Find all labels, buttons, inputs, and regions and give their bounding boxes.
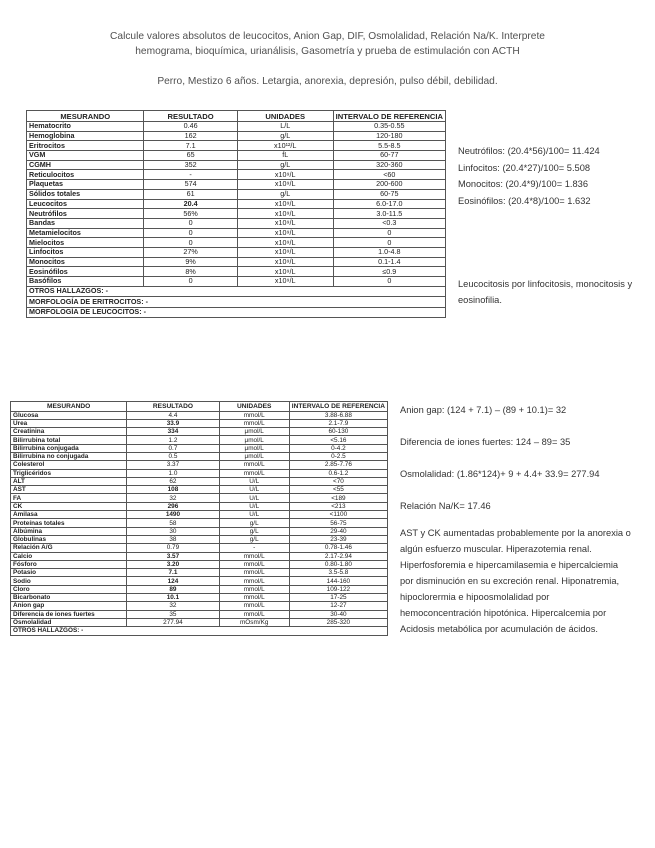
biochem-intervalo-cell: 0-4.2 xyxy=(289,444,387,452)
title-line-2: hemograma, bioquímica, urianálisis, Gasometría y prueba de estimulación con ACTH xyxy=(135,46,520,57)
biochem-unidades-cell: U/L xyxy=(219,511,289,519)
hemogram-row xyxy=(27,151,446,161)
assignment-title xyxy=(0,29,655,59)
hemogram-resultado-cell: 8% xyxy=(144,267,237,277)
biochem-resultado-cell: 58 xyxy=(127,519,219,527)
biochem-intervalo-cell: <1100 xyxy=(289,511,387,519)
biochem-mesurando-cell: Potasio xyxy=(11,569,127,577)
hemogram-resultado-cell: 162 xyxy=(144,131,237,141)
biochem-mesurando-cell: Calcio xyxy=(11,552,127,560)
biochem-row xyxy=(11,527,388,535)
hemogram-mesurando-cell: Reticulocitos xyxy=(27,170,144,180)
biochem-unidades-cell: μmol/L xyxy=(219,436,289,444)
biochem-unidades-cell: mmol/L xyxy=(219,610,289,618)
biochem-intervalo-cell: 0.6-1.2 xyxy=(289,469,387,477)
hemogram-intervalo-cell: 1.0-4.8 xyxy=(333,247,445,257)
hemogram-unidades-cell: x10⁹/L xyxy=(237,238,333,248)
biochem-mesurando-cell: Sodio xyxy=(11,577,127,585)
hemogram-mesurando-cell: Mielocitos xyxy=(27,238,144,248)
biochem-intervalo-cell: 3.5-5.8 xyxy=(289,569,387,577)
biochem-mesurando-cell: Osmolalidad xyxy=(11,618,127,626)
hemogram-intervalo-cell: 0 xyxy=(333,228,445,238)
biochem-mesurando-cell: AST xyxy=(11,486,127,494)
leukocyte-absolute-calculations xyxy=(458,143,600,209)
biochem-resultado-cell: 1.0 xyxy=(127,469,219,477)
hemogram-resultado-cell: 7.1 xyxy=(144,141,237,151)
biochem-intervalo-cell: 29-40 xyxy=(289,527,387,535)
biochem-mesurando-cell: Relación A/G xyxy=(11,544,127,552)
biochem-row xyxy=(11,519,388,527)
biochem-row xyxy=(11,511,388,519)
hemogram-row xyxy=(27,199,446,209)
biochem-intervalo-cell: 2.1-7.9 xyxy=(289,419,387,427)
hemogram-row xyxy=(27,228,446,238)
biochem-mesurando-cell: Bilirrubina no conjugada xyxy=(11,452,127,460)
header-mesurando: MESURANDO xyxy=(11,402,127,412)
biochem-mesurando-cell: Colesterol xyxy=(11,461,127,469)
biochem-unidades-cell: mmol/L xyxy=(219,577,289,585)
hemogram-intervalo-cell: <60 xyxy=(333,170,445,180)
morfologia-eritrocitos-row xyxy=(27,297,446,308)
hemogram-unidades-cell: x10⁹/L xyxy=(237,170,333,180)
hemogram-mesurando-cell: Bandas xyxy=(27,218,144,228)
biochem-resultado-cell: 62 xyxy=(127,477,219,485)
hemogram-unidades-cell: L/L xyxy=(237,122,333,132)
calc-monocitos: Monocitos: (20.4*9)/100= 1.836 xyxy=(458,179,588,189)
hemogram-resultado-cell: 574 xyxy=(144,180,237,190)
hemogram-intervalo-cell: 200-600 xyxy=(333,180,445,190)
hemogram-table xyxy=(26,110,446,318)
header-mesurando: MESURANDO xyxy=(27,111,144,122)
calc-eosinofilos: Eosinófilos: (20.4*8)/100= 1.632 xyxy=(458,195,591,206)
biochem-mesurando-cell: Bicarbonato xyxy=(11,594,127,602)
hemogram-unidades-cell: fL xyxy=(237,151,333,161)
biochem-unidades-cell: μmol/L xyxy=(219,452,289,460)
biochem-mesurando-cell: Fósforo xyxy=(11,560,127,568)
biochem-intervalo-cell: 144-160 xyxy=(289,577,387,585)
calc-anion-gap: Anion gap: (124 + 7.1) – (89 + 10.1)= 32 xyxy=(400,405,567,415)
hemogram-mesurando-cell: VGM xyxy=(27,151,144,161)
biochem-intervalo-cell: <213 xyxy=(289,502,387,510)
hemogram-mesurando-cell: Monocitos xyxy=(27,257,144,267)
hemogram-intervalo-cell: 3.0-11.5 xyxy=(333,209,445,219)
biochem-intervalo-cell: <189 xyxy=(289,494,387,502)
biochem-resultado-cell: 108 xyxy=(127,486,219,494)
biochem-row xyxy=(11,544,388,552)
biochem-otros-hallazgos-row xyxy=(11,627,388,635)
hemogram-mesurando-cell: Basófilos xyxy=(27,277,144,287)
hemogram-intervalo-cell: 60-75 xyxy=(333,189,445,199)
morfologia-eritrocitos-row-text: MORFOLOGÍA DE ERITROCITOS: - xyxy=(27,297,446,308)
hemogram-mesurando-cell: Linfocitos xyxy=(27,247,144,257)
biochem-unidades-cell: g/L xyxy=(219,527,289,535)
hemogram-row xyxy=(27,257,446,267)
biochem-row xyxy=(11,469,388,477)
biochem-resultado-cell: 10.1 xyxy=(127,594,219,602)
biochem-intervalo-cell: 0.78-1.46 xyxy=(289,544,387,552)
calc-relacion-na-k: Relación Na/K= 17.46 xyxy=(400,501,491,511)
hemogram-header-row xyxy=(27,111,446,122)
patient-description: Perro, Mestizo 6 años. Letargia, anorexia, depresión, pulso débil, debilidad. xyxy=(157,76,498,87)
hemogram-intervalo-cell: 0 xyxy=(333,277,445,287)
biochem-unidades-cell: μmol/L xyxy=(219,428,289,436)
biochem-resultado-cell: 32 xyxy=(127,602,219,610)
hemogram-row xyxy=(27,209,446,219)
header-intervalo: INTERVALO DE REFERENCIA xyxy=(333,111,445,122)
biochem-unidades-cell: U/L xyxy=(219,486,289,494)
hemogram-row xyxy=(27,247,446,257)
biochem-unidades-cell: mOsm/Kg xyxy=(219,618,289,626)
otros-hallazgos-row xyxy=(27,286,446,297)
hemogram-intervalo-cell: 320-360 xyxy=(333,160,445,170)
hemogram-row xyxy=(27,238,446,248)
biochem-row xyxy=(11,610,388,618)
hemogram-unidades-cell: x10⁹/L xyxy=(237,257,333,267)
biochem-resultado-cell: 3.57 xyxy=(127,552,219,560)
hemogram-resultado-cell: 65 xyxy=(144,151,237,161)
biochem-row xyxy=(11,486,388,494)
biochem-row xyxy=(11,569,388,577)
hemogram-resultado-cell: 0 xyxy=(144,228,237,238)
hemogram-row xyxy=(27,277,446,287)
biochem-row xyxy=(11,494,388,502)
biochem-row xyxy=(11,428,388,436)
biochem-row xyxy=(11,436,388,444)
biochem-intervalo-cell: 2.85-7.76 xyxy=(289,461,387,469)
hemogram-resultado-cell: 0 xyxy=(144,238,237,248)
hemogram-resultado-cell: 352 xyxy=(144,160,237,170)
hemogram-row xyxy=(27,141,446,151)
calc-dif: Diferencia de iones fuertes: 124 – 89= 35 xyxy=(400,437,571,447)
biochem-resultado-cell: 1490 xyxy=(127,511,219,519)
hemogram-unidades-cell: x10⁹/L xyxy=(237,277,333,287)
hemogram-intervalo-cell: 5.5-8.5 xyxy=(333,141,445,151)
biochem-unidades-cell: mmol/L xyxy=(219,419,289,427)
biochem-mesurando-cell: Cloro xyxy=(11,585,127,593)
biochem-intervalo-cell: <5.16 xyxy=(289,436,387,444)
biochem-mesurando-cell: Glucosa xyxy=(11,411,127,419)
hemogram-intervalo-cell: 0 xyxy=(333,238,445,248)
biochem-mesurando-cell: Albúmina xyxy=(11,527,127,535)
biochem-row xyxy=(11,411,388,419)
biochem-resultado-cell: 124 xyxy=(127,577,219,585)
biochem-mesurando-cell: Diferencia de iones fuertes xyxy=(11,610,127,618)
hemogram-resultado-cell: 0.46 xyxy=(144,122,237,132)
biochem-intervalo-cell: 0.80-1.80 xyxy=(289,560,387,568)
biochem-mesurando-cell: ALT xyxy=(11,477,127,485)
hemogram-mesurando-cell: CGMH xyxy=(27,160,144,170)
biochem-intervalo-cell: 3.88-6.88 xyxy=(289,411,387,419)
header-unidades: UNIDADES xyxy=(219,402,289,412)
hemogram-intervalo-cell: 6.0-17.0 xyxy=(333,199,445,209)
hemogram-resultado-cell: 0 xyxy=(144,218,237,228)
hemogram-unidades-cell: x10⁹/L xyxy=(237,228,333,238)
biochem-intervalo-cell: 285-320 xyxy=(289,618,387,626)
hemogram-mesurando-cell: Plaquetas xyxy=(27,180,144,190)
biochem-resultado-cell: 0.79 xyxy=(127,544,219,552)
hemogram-intervalo-cell: <0.3 xyxy=(333,218,445,228)
hemogram-mesurando-cell: Hematocrito xyxy=(27,122,144,132)
hemogram-row xyxy=(27,131,446,141)
biochem-row xyxy=(11,585,388,593)
biochem-resultado-cell: 0.7 xyxy=(127,444,219,452)
biochem-resultado-cell: 38 xyxy=(127,535,219,543)
biochem-unidades-cell: g/L xyxy=(219,519,289,527)
biochem-intervalo-cell: <55 xyxy=(289,486,387,494)
header-intervalo: INTERVALO DE REFERENCIA xyxy=(289,402,387,412)
biochemistry-table xyxy=(10,401,388,636)
biochem-mesurando-cell: Bilirrubina conjugada xyxy=(11,444,127,452)
header-unidades: UNIDADES xyxy=(237,111,333,122)
biochem-row xyxy=(11,594,388,602)
hemogram-unidades-cell: x10⁹/L xyxy=(237,247,333,257)
header-resultado: RESULTADO xyxy=(127,402,219,412)
hemogram-intervalo-cell: 120-180 xyxy=(333,131,445,141)
biochem-resultado-cell: 7.1 xyxy=(127,569,219,577)
hemogram-resultado-cell: 61 xyxy=(144,189,237,199)
biochem-row xyxy=(11,461,388,469)
title-line-1: Calcule valores absolutos de leucocitos, Anion Gap, DIF, Osmolalidad, Relación Na/K. Interprete xyxy=(110,31,545,42)
hemogram-unidades-cell: g/L xyxy=(237,160,333,170)
hemogram-unidades-cell: x10⁹/L xyxy=(237,218,333,228)
biochem-row xyxy=(11,477,388,485)
biochem-unidades-cell: U/L xyxy=(219,502,289,510)
morfologia-leucocitos-row-text: MORFOLOGÍA DE LEUCOCITOS: - xyxy=(27,307,446,318)
biochem-otros-hallazgos-row-text: OTROS HALLAZGOS: - xyxy=(11,627,388,635)
hemogram-mesurando-cell: Leucocitos xyxy=(27,199,144,209)
biochem-intervalo-cell: <70 xyxy=(289,477,387,485)
biochem-unidades-cell: mmol/L xyxy=(219,411,289,419)
hemogram-mesurando-cell: Hemoglobina xyxy=(27,131,144,141)
hemogram-intervalo-cell: 0.35-0.55 xyxy=(333,122,445,132)
hemogram-mesurando-cell: Sólidos totales xyxy=(27,189,144,199)
hemogram-row xyxy=(27,122,446,132)
biochem-resultado-cell: 277.94 xyxy=(127,618,219,626)
biochem-mesurando-cell: Anion gap xyxy=(11,602,127,610)
biochem-row xyxy=(11,419,388,427)
biochem-resultado-cell: 3.20 xyxy=(127,560,219,568)
hemogram-resultado-cell: 27% xyxy=(144,247,237,257)
hemogram-resultado-cell: 0 xyxy=(144,277,237,287)
biochem-intervalo-cell: 56-75 xyxy=(289,519,387,527)
hemogram-row xyxy=(27,160,446,170)
biochem-intervalo-cell: 2.17-2.94 xyxy=(289,552,387,560)
hemogram-unidades-cell: x10⁹/L xyxy=(237,267,333,277)
hemogram-interpretation: Leucocitosis por linfocitosis, monocitosis y eosinofilia. xyxy=(458,279,633,305)
biochem-row xyxy=(11,602,388,610)
biochem-mesurando-cell: Globulinas xyxy=(11,535,127,543)
biochem-header-row xyxy=(11,402,388,412)
biochem-interpretation: AST y CK aumentadas probablemente por la anorexia o algún esfuerzo muscular. Hiperazotemia renal. Hiperfosforemia e hipercamilasemia e hipercalciemia por disminución en su excreción renal. Hiponatremia, hipoclorermia e hipoosmolalidad por hemoconcentración hipotónica. Hipercalcemia por Acidosis metabólica por acumulación de ácidos. xyxy=(400,528,631,634)
hemogram-row xyxy=(27,170,446,180)
hemogram-row xyxy=(27,189,446,199)
biochem-mesurando-cell: FA xyxy=(11,494,127,502)
biochem-resultado-cell: 32 xyxy=(127,494,219,502)
hemogram-resultado-cell: 56% xyxy=(144,209,237,219)
biochem-resultado-cell: 3.37 xyxy=(127,461,219,469)
biochem-mesurando-cell: Bilirrubina total xyxy=(11,436,127,444)
biochem-resultado-cell: 4.4 xyxy=(127,411,219,419)
biochem-intervalo-cell: 109-122 xyxy=(289,585,387,593)
biochem-resultado-cell: 35 xyxy=(127,610,219,618)
calc-osmolalidad: Osmolalidad: (1.86*124)+ 9 + 4.4+ 33.9= 277.94 xyxy=(400,469,600,479)
hemogram-resultado-cell: 9% xyxy=(144,257,237,267)
biochem-mesurando-cell: Triglicéridos xyxy=(11,469,127,477)
hemogram-resultado-cell: 20.4 xyxy=(144,199,237,209)
biochem-mesurando-cell: Creatinina xyxy=(11,428,127,436)
biochem-resultado-cell: 334 xyxy=(127,428,219,436)
biochem-row xyxy=(11,577,388,585)
calc-neutrofilos: Neutrófilos: (20.4*56)/100= 11.424 xyxy=(458,146,600,156)
biochem-row xyxy=(11,560,388,568)
calc-linfocitos: Linfocitos: (20.4*27)/100= 5.508 xyxy=(458,162,591,173)
biochem-mesurando-cell: Urea xyxy=(11,419,127,427)
biochem-row xyxy=(11,452,388,460)
biochem-row xyxy=(11,535,388,543)
morfologia-leucocitos-row xyxy=(27,307,446,318)
biochem-intervalo-cell: 17-25 xyxy=(289,594,387,602)
biochem-row xyxy=(11,444,388,452)
biochem-resultado-cell: 33.9 xyxy=(127,419,219,427)
biochem-unidades-cell: μmol/L xyxy=(219,444,289,452)
biochem-intervalo-cell: 30-40 xyxy=(289,610,387,618)
biochem-mesurando-cell: CK xyxy=(11,502,127,510)
biochem-unidades-cell: mmol/L xyxy=(219,461,289,469)
hemogram-intervalo-cell: 60-77 xyxy=(333,151,445,161)
hemogram-mesurando-cell: Metamielocitos xyxy=(27,228,144,238)
hemogram-unidades-cell: x10⁹/L xyxy=(237,209,333,219)
hemogram-resultado-cell: - xyxy=(144,170,237,180)
hemogram-row xyxy=(27,180,446,190)
hemogram-intervalo-cell: 0.1-1.4 xyxy=(333,257,445,267)
biochem-unidades-cell: g/L xyxy=(219,535,289,543)
biochem-resultado-cell: 0.5 xyxy=(127,452,219,460)
biochem-unidades-cell: - xyxy=(219,544,289,552)
biochem-intervalo-cell: 12-27 xyxy=(289,602,387,610)
hemogram-unidades-cell: x10⁹/L xyxy=(237,199,333,209)
biochem-mesurando-cell: Proteínas totales xyxy=(11,519,127,527)
biochem-intervalo-cell: 60-130 xyxy=(289,428,387,436)
biochem-unidades-cell: mmol/L xyxy=(219,560,289,568)
hemogram-unidades-cell: x10¹²/L xyxy=(237,141,333,151)
otros-hallazgos-row-text: OTROS HALLAZGOS: - xyxy=(27,286,446,297)
hemogram-mesurando-cell: Eosinófilos xyxy=(27,267,144,277)
biochem-row xyxy=(11,618,388,626)
biochem-resultado-cell: 1.2 xyxy=(127,436,219,444)
biochem-resultado-cell: 30 xyxy=(127,527,219,535)
biochem-row xyxy=(11,552,388,560)
hemogram-intervalo-cell: ≤0.9 xyxy=(333,267,445,277)
hemogram-unidades-cell: x10⁹/L xyxy=(237,180,333,190)
hemogram-unidades-cell: g/L xyxy=(237,189,333,199)
biochem-unidades-cell: mmol/L xyxy=(219,602,289,610)
header-resultado: RESULTADO xyxy=(144,111,237,122)
hemogram-mesurando-cell: Neutrófilos xyxy=(27,209,144,219)
biochem-unidades-cell: mmol/L xyxy=(219,569,289,577)
biochem-unidades-cell: mmol/L xyxy=(219,594,289,602)
biochem-unidades-cell: U/L xyxy=(219,494,289,502)
biochem-resultado-cell: 89 xyxy=(127,585,219,593)
biochem-intervalo-cell: 0-2.5 xyxy=(289,452,387,460)
biochem-unidades-cell: U/L xyxy=(219,477,289,485)
biochem-mesurando-cell: Amilasa xyxy=(11,511,127,519)
biochem-unidades-cell: mmol/L xyxy=(219,469,289,477)
biochem-unidades-cell: mmol/L xyxy=(219,552,289,560)
hemogram-mesurando-cell: Eritrocitos xyxy=(27,141,144,151)
biochem-row xyxy=(11,502,388,510)
biochem-intervalo-cell: 23-39 xyxy=(289,535,387,543)
hemogram-row xyxy=(27,267,446,277)
biochem-unidades-cell: mmol/L xyxy=(219,585,289,593)
biochem-resultado-cell: 296 xyxy=(127,502,219,510)
hemogram-row xyxy=(27,218,446,228)
hemogram-unidades-cell: g/L xyxy=(237,131,333,141)
